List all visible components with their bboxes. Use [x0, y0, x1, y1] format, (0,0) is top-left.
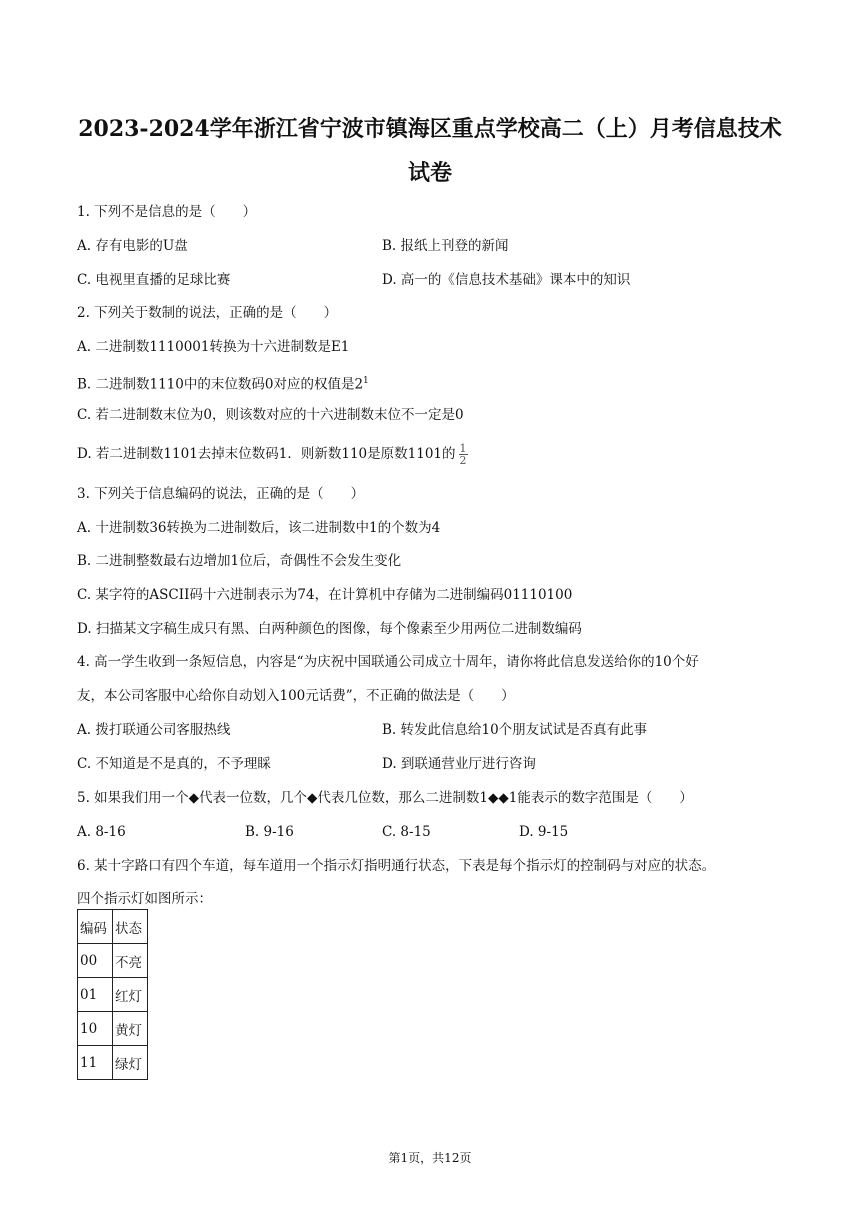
q3-option-c: C. 某字符的ASCII码十六进制表示为74，在计算机中存储为二进制编码01110100: [77, 587, 573, 603]
exam-title-line1: 2023-2024学年浙江省宁波市镇海区重点学校高二（上）月考信息技术: [78, 116, 782, 142]
table-row: [78, 978, 148, 1012]
q4-option-c: C. 不知道是不是真的，不予理睬: [77, 756, 271, 772]
q4-option-a: A. 拨打联通公司客服热线: [77, 722, 231, 738]
q2-option-a: A. 二进制数1110001转换为十六进制数是E1: [77, 339, 350, 355]
table-cell-code: 10: [78, 1012, 113, 1046]
q3-option-b: B. 二进制整数最右边增加1位后，奇偶性不会发生变化: [77, 553, 402, 569]
q5-option-d: D. 9-15: [519, 824, 569, 840]
fraction-one-half: $\frac{1}{2}$: [459, 442, 467, 467]
table-header-row: [78, 910, 148, 944]
q6-stem-line1: 6. 某十字路口有四个车道，每车道用一个指示灯指明通行状态，下表是每个指示灯的控制码与对应的状态。: [77, 858, 716, 874]
q1-option-d: D. 高一的《信息技术基础》课本中的知识: [382, 272, 631, 288]
q3-stem: 3. 下列关于信息编码的说法，正确的是（ ）: [77, 486, 365, 502]
q3-option-d: D. 扫描某文字稿生成只有黑、白两种颜色的图像，每个像素至少用两位二进制数编码: [77, 621, 582, 637]
q1-option-a: A. 存有电影的U盘: [77, 238, 188, 254]
table-row: [78, 1046, 148, 1080]
q4-option-d: D. 到联通营业厅进行咨询: [382, 756, 536, 772]
page-footer: 第1页，共12页: [388, 1151, 472, 1165]
q1-option-c: C. 电视里直播的足球比赛: [77, 272, 231, 288]
table-cell-code: 00: [78, 944, 113, 978]
table-cell-status: 红灯: [113, 978, 148, 1012]
q4-stem-line1: 4. 高一学生收到一条短信息，内容是“为庆祝中国联通公司成立十周年，请你将此信息发送给你的10个好: [77, 654, 699, 670]
q6-stem-line2: 四个指示灯如图所示：: [77, 891, 212, 907]
table-cell-code: 01: [78, 978, 113, 1012]
q2-option-d: D. 若二进制数1101去掉末位数码1．则新数110是原数1101的 $\frac{1}{2}$: [77, 442, 467, 467]
q1-stem: 1. 下列不是信息的是（ ）: [77, 204, 257, 220]
table-cell-status: 不亮: [113, 944, 148, 978]
indicator-code-table: [77, 909, 148, 1080]
exam-title-line2: 试卷: [407, 160, 452, 186]
table-row: [78, 944, 148, 978]
exponent: 1: [363, 376, 369, 386]
table-header-cell: 编码: [78, 910, 113, 944]
q5-option-c: C. 8-15: [382, 824, 431, 840]
q5-stem: 5. 如果我们用一个◆代表一位数，几个◆代表几位数，那么二进制数1◆◆1能表示的数字范围是（ ）: [77, 790, 693, 806]
table-cell-code: 11: [78, 1046, 113, 1080]
q4-option-b: B. 转发此信息给10个朋友试试是否真有此事: [382, 722, 648, 738]
table-cell-status: 黄灯: [113, 1012, 148, 1046]
q5-option-a: A. 8-16: [77, 824, 126, 840]
q3-option-a: A. 十进制数36转换为二进制数后，该二进制数中1的个数为4: [77, 520, 441, 536]
table-cell-status: 绿灯: [113, 1046, 148, 1080]
q2-option-b: B. 二进制数1110中的末位数码0对应的权值是$2^1$: [77, 376, 369, 393]
q2-option-c: C. 若二进制数末位为0，则该数对应的十六进制数末位不一定是0: [77, 407, 464, 423]
q4-stem-line2: 友，本公司客服中心给你自动划入100元话费”，不正确的做法是（ ）: [77, 688, 515, 704]
q2-stem: 2. 下列关于数制的说法，正确的是（ ）: [77, 305, 338, 321]
q5-option-b: B. 9-16: [245, 824, 294, 840]
table-row: [78, 1012, 148, 1046]
q1-option-b: B. 报纸上刊登的新闻: [382, 238, 509, 254]
table-header-cell: 状态: [113, 910, 148, 944]
